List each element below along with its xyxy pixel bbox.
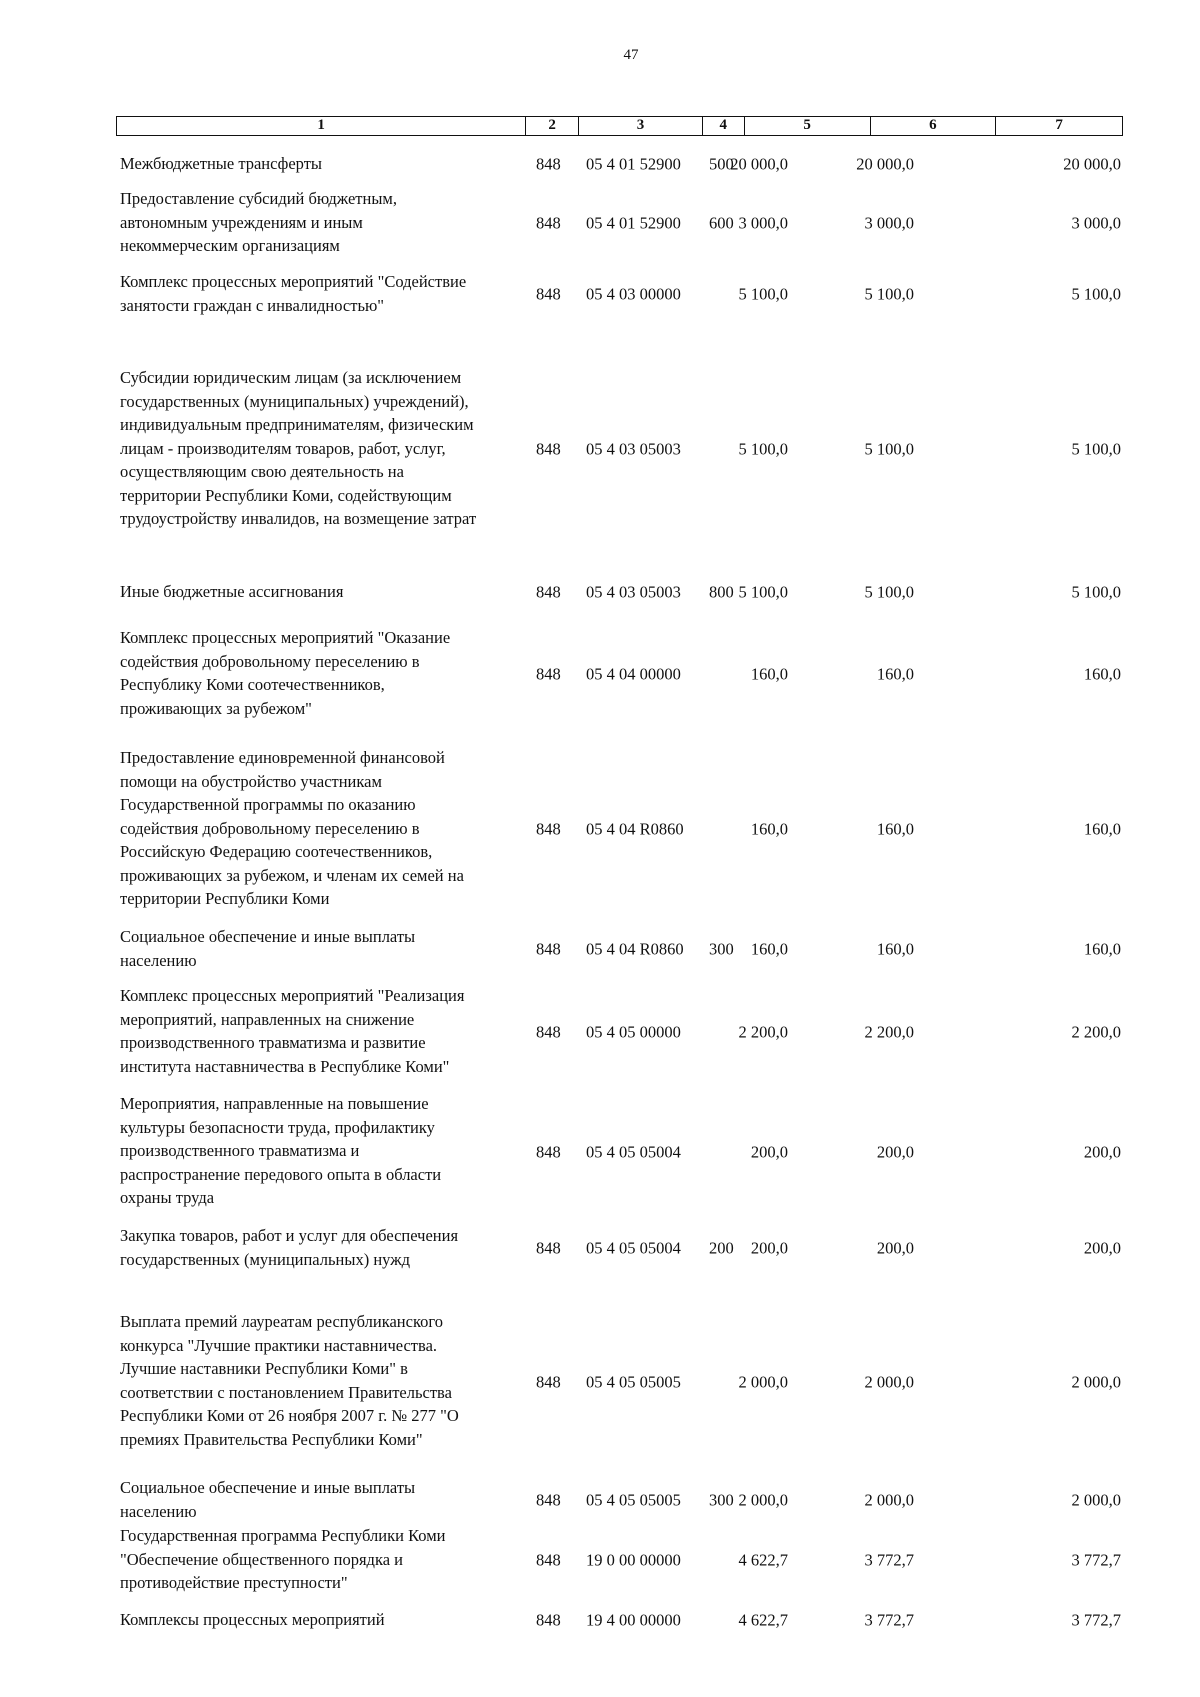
row-csr: 05 4 04 R0860: [586, 939, 684, 959]
row-value-2: 5 100,0: [864, 439, 914, 459]
page-number: 47: [623, 47, 639, 63]
row-name: Закупка товаров, работ и услуг для обеспечения государственных (муниципальных) нужд: [120, 1226, 459, 1269]
row-csr: 05 4 04 00000: [586, 663, 681, 683]
row-code: 848: [536, 154, 561, 174]
row-csr: 05 4 03 05003: [586, 439, 681, 459]
row-code: 848: [536, 1490, 561, 1510]
row-csr: 05 4 04 R0860: [586, 819, 684, 839]
row-value-1: 3 000,0: [738, 212, 788, 232]
row-value-3: 160,0: [1083, 663, 1121, 683]
table-row: [116, 984, 1123, 1079]
row-value-2: 2 000,0: [864, 1490, 914, 1510]
row-value-2: 2 200,0: [864, 1021, 914, 1041]
row-csr: 19 4 00 00000: [586, 1610, 681, 1630]
row-value-1: 2 200,0: [738, 1021, 788, 1041]
row-value-3: 200,0: [1083, 1238, 1121, 1258]
table-row: [116, 626, 1123, 721]
row-name: Социальное обеспечение и иные выплаты населению: [120, 927, 416, 970]
row-value-3: 2 000,0: [1071, 1490, 1121, 1510]
row-value-3: 3 772,7: [1071, 1549, 1121, 1569]
row-code: 848: [536, 663, 561, 683]
row-code: 848: [536, 819, 561, 839]
row-name: Выплата премий лауреатам республиканского конкурса "Лучшие практики наставничества. Лучшие наставники Республики Коми" в соответствии с постановлением Правительства Республики Коми от 26 ноября 2007 г. № 277 "О премиях Правительства Республики Коми": [120, 1312, 459, 1449]
table-row: [116, 1476, 1123, 1524]
header-col-1: 1: [317, 117, 325, 133]
row-value-1: 4 622,7: [738, 1549, 788, 1569]
header-col-4: 4: [702, 117, 744, 135]
table-row: [116, 1092, 1123, 1211]
row-name: Предоставление единовременной финансовой помощи на обустройство участникам Государственной программы по оказанию содействия добровольному переселению в Российскую Федерацию соотечественников, проживающих за рубежом, и членам их семей на территории Республики Коми: [120, 748, 464, 908]
row-vr: 200: [709, 1238, 734, 1258]
row-code: 848: [536, 939, 561, 959]
row-name: Комплексы процесcных мероприятий: [120, 1610, 385, 1629]
table-row: [116, 746, 1123, 912]
row-csr: 19 0 00 00000: [586, 1549, 681, 1569]
table-row: [116, 580, 1123, 604]
row-csr: 05 4 03 00000: [586, 284, 681, 304]
table-row: [116, 1224, 1123, 1272]
row-value-1: 2 000,0: [738, 1371, 788, 1391]
row-name: Социальное обеспечение и иные выплаты населению: [120, 1478, 416, 1521]
row-name: Мероприятия, направленные на повышение культуры безопасности труда, профилактику производственного травматизма и распространение передового опыта в области охраны труда: [120, 1094, 442, 1207]
row-code: 848: [536, 582, 561, 602]
row-csr: 05 4 01 52900: [586, 154, 681, 174]
row-value-2: 3 772,7: [864, 1610, 914, 1630]
row-csr: 05 4 05 05005: [586, 1371, 681, 1391]
row-value-3: 200,0: [1083, 1141, 1121, 1161]
row-value-1: 160,0: [750, 663, 788, 683]
row-code: 848: [536, 1549, 561, 1569]
header-col-7: 7: [995, 117, 1122, 135]
row-code: 848: [536, 1141, 561, 1161]
row-value-2: 160,0: [876, 939, 914, 959]
row-value-1: 5 100,0: [738, 284, 788, 304]
row-code: 848: [536, 284, 561, 304]
row-code: 848: [536, 212, 561, 232]
table-row: [116, 1608, 1123, 1632]
header-col-5: 5: [744, 117, 870, 135]
table-row: [116, 152, 1123, 176]
header-col-3: 3: [578, 117, 702, 135]
row-value-1: 5 100,0: [738, 582, 788, 602]
row-name: Межбюджетные трансферты: [120, 154, 323, 173]
row-value-2: 2 000,0: [864, 1371, 914, 1391]
row-vr: 300: [709, 939, 734, 959]
row-name: Предоставление субсидий бюджетным, автономным учреждениям и иным некоммерческим организациям: [120, 189, 397, 255]
row-value-2: 3 000,0: [864, 212, 914, 232]
table-row: [116, 366, 1123, 532]
header-col-2: 2: [525, 117, 578, 135]
row-code: 848: [536, 439, 561, 459]
row-value-3: 3 772,7: [1071, 1610, 1121, 1630]
table-row: [116, 1310, 1123, 1453]
row-name: Субсидии юридическим лицам (за исключением государственных (муниципальных) учреждений), индивидуальным предпринимателям, физическим лицам - производителям товаров, работ, услуг, осуществляющим свою деятельность на территории Республики Коми, содействующим трудоустройству инвалидов, на возмещение затрат: [120, 368, 477, 528]
row-value-2: 160,0: [876, 663, 914, 683]
table-row: [116, 187, 1123, 258]
row-value-2: 5 100,0: [864, 284, 914, 304]
row-value-1: 5 100,0: [738, 439, 788, 459]
row-code: 848: [536, 1238, 561, 1258]
row-value-1: 20 000,0: [730, 154, 788, 174]
table-header: [116, 116, 1123, 136]
row-csr: 05 4 05 05005: [586, 1490, 681, 1510]
table-row: [116, 1524, 1123, 1595]
row-value-1: 160,0: [750, 939, 788, 959]
row-vr: 600: [709, 212, 734, 232]
row-value-2: 200,0: [876, 1238, 914, 1258]
row-value-2: 160,0: [876, 819, 914, 839]
row-vr: 500: [709, 154, 734, 174]
row-csr: 05 4 05 05004: [586, 1238, 681, 1258]
row-value-2: 20 000,0: [856, 154, 914, 174]
row-code: 848: [536, 1371, 561, 1391]
row-code: 848: [536, 1610, 561, 1630]
row-value-1: 200,0: [750, 1141, 788, 1161]
row-value-3: 5 100,0: [1071, 582, 1121, 602]
row-name: Комплекс процессных мероприятий "Содействие занятости граждан с инвалидностью": [120, 272, 467, 315]
row-value-1: 4 622,7: [738, 1610, 788, 1630]
table-row: [116, 270, 1123, 318]
row-value-2: 200,0: [876, 1141, 914, 1161]
row-value-3: 5 100,0: [1071, 284, 1121, 304]
row-value-2: 5 100,0: [864, 582, 914, 602]
header-col-6: 6: [870, 117, 996, 135]
row-name: Комплекс процессных мероприятий "Оказание содействия добровольному переселению в Республику Коми соотечественников, проживающих за рубежом": [120, 628, 451, 718]
row-csr: 05 4 03 05003: [586, 582, 681, 602]
row-value-3: 2 200,0: [1071, 1021, 1121, 1041]
row-value-3: 3 000,0: [1071, 212, 1121, 232]
row-csr: 05 4 01 52900: [586, 212, 681, 232]
row-vr: 800: [709, 582, 734, 602]
row-value-3: 5 100,0: [1071, 439, 1121, 459]
row-csr: 05 4 05 00000: [586, 1021, 681, 1041]
row-name: Комплекс процессных мероприятий "Реализация мероприятий, направленных на снижение производственного травматизма и развитие института наставничества в Республике Коми": [120, 986, 465, 1076]
row-value-3: 160,0: [1083, 819, 1121, 839]
table-row: [116, 925, 1123, 973]
row-name: Государственная программа Республики Коми "Обеспечение общественного порядка и противодействие преступности": [120, 1526, 446, 1592]
row-value-3: 20 000,0: [1063, 154, 1121, 174]
row-value-2: 3 772,7: [864, 1549, 914, 1569]
row-name: Иные бюджетные ассигнования: [120, 582, 344, 601]
row-vr: 300: [709, 1490, 734, 1510]
row-value-1: 160,0: [750, 819, 788, 839]
row-value-1: 2 000,0: [738, 1490, 788, 1510]
row-csr: 05 4 05 05004: [586, 1141, 681, 1161]
row-value-3: 2 000,0: [1071, 1371, 1121, 1391]
row-value-1: 200,0: [750, 1238, 788, 1258]
row-value-3: 160,0: [1083, 939, 1121, 959]
row-code: 848: [536, 1021, 561, 1041]
